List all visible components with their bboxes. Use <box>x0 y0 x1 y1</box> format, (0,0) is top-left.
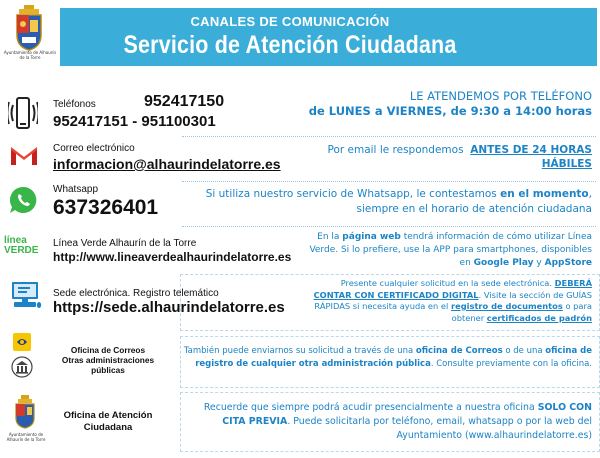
correos-icon <box>13 333 31 351</box>
sede-description <box>314 278 592 324</box>
oficina-desc-2a: CITA PREVIA <box>222 416 288 427</box>
email-link[interactable]: informacion@alhaurindelatorre.es <box>53 156 281 172</box>
sede-url[interactable]: https://sede.alhaurindelatorre.es <box>53 299 285 316</box>
banner-subtitle: CANALES DE COMUNICACIÓN <box>190 14 390 29</box>
divider <box>182 226 596 228</box>
correos-desc-2b: . Consulte previamente con la oficina. <box>430 358 592 369</box>
sede-desc-3c: o para <box>565 301 592 311</box>
other-admin-label-2: públicas <box>91 365 125 375</box>
oficina-description <box>204 401 592 443</box>
phone-description <box>309 89 592 119</box>
sede-desc-3b: registro de documentos <box>451 301 563 311</box>
page-title: Servicio de Atención Ciudadana <box>123 31 457 59</box>
oficina-labels <box>53 410 163 434</box>
sede-desc-2b: . Visite la sección de GUÍAS <box>478 289 592 300</box>
lv-desc-1c: tendrá información de cómo utilizar Línea <box>403 232 592 242</box>
email-label: Correo electrónico <box>53 143 135 154</box>
email-description <box>317 143 592 171</box>
correos-labels <box>53 345 163 375</box>
other-admin-label: Otras administraciones <box>61 355 155 365</box>
lv-desc-1a: En la <box>317 232 340 242</box>
oficina-label-1: Oficina de Atención <box>63 410 153 421</box>
phone-secondary[interactable]: 952417151 - 951100301 <box>53 113 216 130</box>
linea-verde-description <box>309 231 592 270</box>
sede-desc-1a: Presente cualquier solicitud en la sede electrónica. <box>340 278 552 288</box>
correos-label: Oficina de Correos <box>70 345 146 355</box>
sede-desc-2a: CONTAR CON CERTIFICADO DIGITAL <box>313 289 479 300</box>
email-desc-text: Por email le respondemos <box>327 144 464 156</box>
phone-icon <box>8 96 38 130</box>
lv-desc-3a: en <box>459 258 471 268</box>
whatsapp-description: Si utiliza nuestro servicio de Whatsapp, le contestamos en el momento, siempre en el horario de atención ciudadana <box>205 188 592 215</box>
correos-desc-2a: registro de cualquier otra administración pública <box>195 358 431 369</box>
correos-desc-1a: También puede enviarnos su solicitud a través de una <box>183 346 414 356</box>
oficina-desc-1b: SOLO CON <box>537 402 592 413</box>
phone-desc-line2: de LUNES a VIERNES, de 9:30 a 14:00 horas <box>308 104 592 118</box>
institution-icon <box>11 356 33 378</box>
header <box>0 0 600 69</box>
oficina-label-2: Ciudadana <box>83 422 133 433</box>
phone-label: Teléfonos <box>53 99 96 110</box>
sede-desc-3a: RÁPIDAS si necesita ayuda en el <box>314 301 449 311</box>
phone-desc-line1: LE ATENDEMOS POR TELÉFONO <box>409 89 592 103</box>
sede-label: Sede electrónica. Registro telemático <box>53 288 219 299</box>
oficina-desc-3: Ayuntamiento (www.alhaurindelatorre.es) <box>396 430 592 441</box>
lv-desc-3c: y <box>536 258 542 268</box>
whatsapp-desc-a: Si utiliza nuestro servicio de Whatsapp, le contestamos <box>205 188 497 200</box>
lv-desc-1b: página web <box>342 232 401 242</box>
divider <box>182 136 596 138</box>
sede-desc-4a: obtener <box>451 312 485 323</box>
gmail-icon <box>10 145 38 167</box>
crest-caption-small: Ayuntamiento de Alhaurín de la Torre <box>6 432 46 442</box>
whatsapp-label: Whatsapp <box>53 184 99 195</box>
whatsapp-number[interactable]: 637326401 <box>53 196 159 219</box>
lv-desc-2: Verde. Si lo prefiere, use la APP para smartphones, disponibles <box>309 245 592 255</box>
crest-icon <box>12 394 38 430</box>
lv-desc-3b: Google Play <box>473 258 534 268</box>
whatsapp-desc-b: en el momento <box>500 188 589 200</box>
linea-verde-url[interactable]: http://www.lineaverdealhaurindelatorre.es <box>53 250 292 264</box>
correos-desc-1c: o de una <box>505 346 543 356</box>
crest-caption: Ayuntamiento de Alhaurín de la Torre <box>3 50 57 60</box>
whatsapp-desc-c: siempre en el horario de atención ciudadana <box>356 203 592 215</box>
phone-primary[interactable]: 952417150 <box>144 93 225 110</box>
email-desc-strong: ANTES DE 24 HORAS HÁBILES <box>470 144 592 170</box>
sede-desc-4b: certificados de padrón <box>486 312 592 323</box>
divider <box>182 181 596 183</box>
correos-desc-1b: oficina de Correos <box>415 346 503 356</box>
oficina-desc-1a: Recuerde que siempre podrá acudir presencialmente a nuestra oficina <box>203 402 535 413</box>
whatsapp-icon <box>8 185 38 215</box>
sede-desc-1b: DEBERÁ <box>554 278 592 288</box>
computer-icon <box>10 280 42 310</box>
correos-description <box>184 345 592 370</box>
lv-desc-3d: AppStore <box>544 258 592 268</box>
title-banner <box>60 8 597 66</box>
correos-desc-1d: oficina de <box>545 346 592 356</box>
oficina-desc-2b: . Puede solicitarla por teléfono, email, whatsapp o por la web del <box>287 416 592 427</box>
linea-verde-label: Línea Verde Alhaurín de la Torre <box>53 238 197 249</box>
linea-verde-logo: línea VERDE <box>4 235 39 256</box>
